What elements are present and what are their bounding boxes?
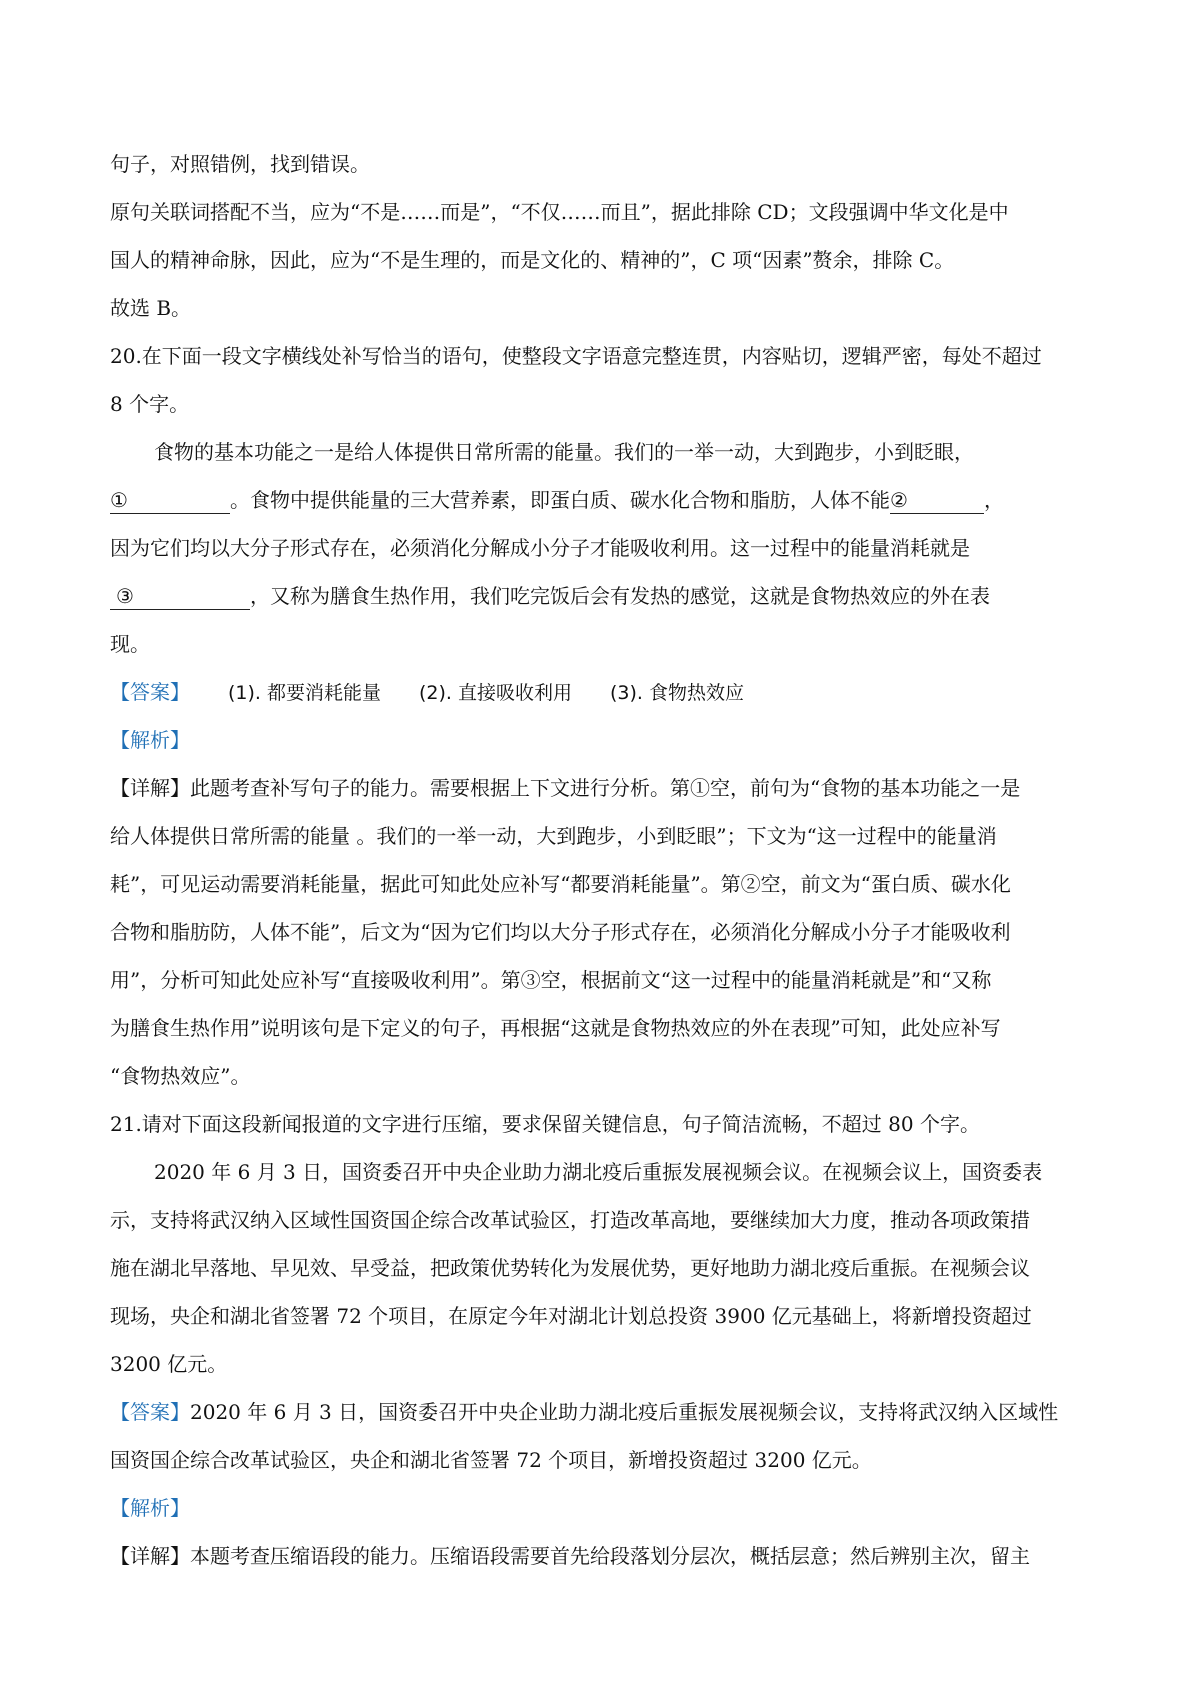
- answer-text: 2020 年 6 月 3 日，国资委召开中央企业助力湖北疫后重振发展视频会议，支持将武汉纳入区域性: [190, 1400, 1059, 1424]
- prev-line-2: 原句关联词搭配不当，应为“不是……而是”，“不仅……而且”，据此排除 CD；文段强调中华文化是中: [110, 200, 1009, 224]
- q20-stem-line-2: 8 个字。: [110, 392, 190, 416]
- prev-line-1: 句子，对照错例，找到错误。: [110, 152, 370, 176]
- answer-2: (2). 直接吸收利用: [419, 682, 572, 704]
- detail-text: 本题考查压缩语段的能力。压缩语段需要首先给段落划分层次，概括层意；然后辨别主次，留主: [190, 1544, 1030, 1568]
- q20-detail-line-2: 给人体提供日常所需的能量 。我们的一举一动，大到跑步，小到眨眼”；下文为“这一过程中的能量消: [110, 824, 997, 848]
- blank-1: ①: [110, 487, 230, 514]
- q20-detail-line-4: 合物和脂肪防，人体不能”，后文为“因为它们均以大分子形式存在，必须消化分解成小分子才能吸收利: [110, 920, 1011, 944]
- detail-label: 【详解】: [110, 776, 190, 800]
- q20-detail-line-5: 用”，分析可知此处应补写“直接吸收利用”。第③空，根据前文“这一过程中的能量消耗就是”和“又称: [110, 968, 992, 992]
- passage-text: ，又称为膳食生热作用，我们吃完饭后会有发热的感觉，这就是食物热效应的外在表: [250, 584, 990, 608]
- prev-line-4: 故选 B。: [110, 296, 192, 320]
- blank-3-marker: ③: [116, 584, 134, 608]
- passage-text: 。食物中提供能量的三大营养素，即蛋白质、碳水化合物和脂肪，人体不能: [230, 488, 890, 512]
- answer-label: 【答案】: [110, 680, 190, 704]
- prev-line-3: 国人的精神命脉，因此，应为“不是生理的，而是文化的、精神的”，C 项“因素”赘余，排除 C。: [110, 248, 955, 272]
- q20-detail-line-6: 为膳食生热作用”说明该句是下定义的句子，再根据“这就是食物热效应的外在表现”可知，此处应补写: [110, 1016, 1001, 1040]
- q20-passage-line-4: [110, 572, 1100, 620]
- q21-news-line-1: 2020 年 6 月 3 日，国资委召开中央企业助力湖北疫后重振发展视频会议。在视频会议上，国资委表: [154, 1160, 1043, 1184]
- q20-detail-line-3: 耗”，可见运动需要消耗能量，据此可知此处应补写“都要消耗能量”。第②空，前文为“蛋白质、碳水化: [110, 872, 1011, 896]
- q20-passage-line-3: 因为它们均以大分子形式存在，必须消化分解成小分子才能吸收利用。这一过程中的能量消耗就是: [110, 536, 970, 560]
- q20-stem-line-1: 20.在下面一段文字横线处补写恰当的语句，使整段文字语意完整连贯，内容贴切，逻辑严密，每处不超过: [110, 344, 1042, 368]
- detail-label: 【详解】: [110, 1544, 190, 1568]
- q21-stem: 21.请对下面这段新闻报道的文字进行压缩，要求保留关键信息，句子简洁流畅，不超过 80 个字。: [110, 1112, 980, 1136]
- blank-2: ②: [890, 487, 984, 514]
- analysis-label: 【解析】: [110, 1496, 190, 1520]
- answer-label: 【答案】: [110, 1400, 190, 1424]
- analysis-label: 【解析】: [110, 728, 190, 752]
- q20-passage-line-5: 现。: [110, 632, 150, 656]
- q20-answer-row: [110, 668, 1100, 716]
- document-page: [110, 140, 1100, 1580]
- q21-news-line-3: 施在湖北早落地、早见效、早受益，把政策优势转化为发展优势，更好地助力湖北疫后重振。在视频会议: [110, 1256, 1030, 1280]
- q21-detail-line-1: [110, 1532, 1100, 1580]
- q21-answer-line-1: [110, 1388, 1100, 1436]
- answer-3: (3). 食物热效应: [610, 682, 744, 704]
- q21-answer-line-2: 国资国企综合改革试验区，央企和湖北省签署 72 个项目，新增投资超过 3200 亿元。: [110, 1448, 872, 1472]
- q20-passage-line-1: 食物的基本功能之一是给人体提供日常所需的能量。我们的一举一动，大到跑步，小到眨眼，: [154, 440, 974, 464]
- q21-news-line-5: 3200 亿元。: [110, 1352, 228, 1376]
- q20-detail-line-7: “食物热效应”。: [110, 1064, 251, 1088]
- q21-news-line-2: 示，支持将武汉纳入区域性国资国企综合改革试验区，打造改革高地，要继续加大力度，推动各项政策措: [110, 1208, 1030, 1232]
- blank-3: [110, 583, 250, 610]
- q20-detail-line-1: [110, 764, 1100, 812]
- q21-news-line-4: 现场，央企和湖北省签署 72 个项目，在原定今年对湖北计划总投资 3900 亿元基础上，将新增投资超过: [110, 1304, 1032, 1328]
- q20-passage-line-2: [110, 476, 1100, 524]
- passage-text: ，: [984, 488, 1004, 512]
- answer-1: (1). 都要消耗能量: [228, 682, 381, 704]
- detail-text: 此题考查补写句子的能力。需要根据上下文进行分析。第①空，前句为“食物的基本功能之一是: [190, 776, 1021, 800]
